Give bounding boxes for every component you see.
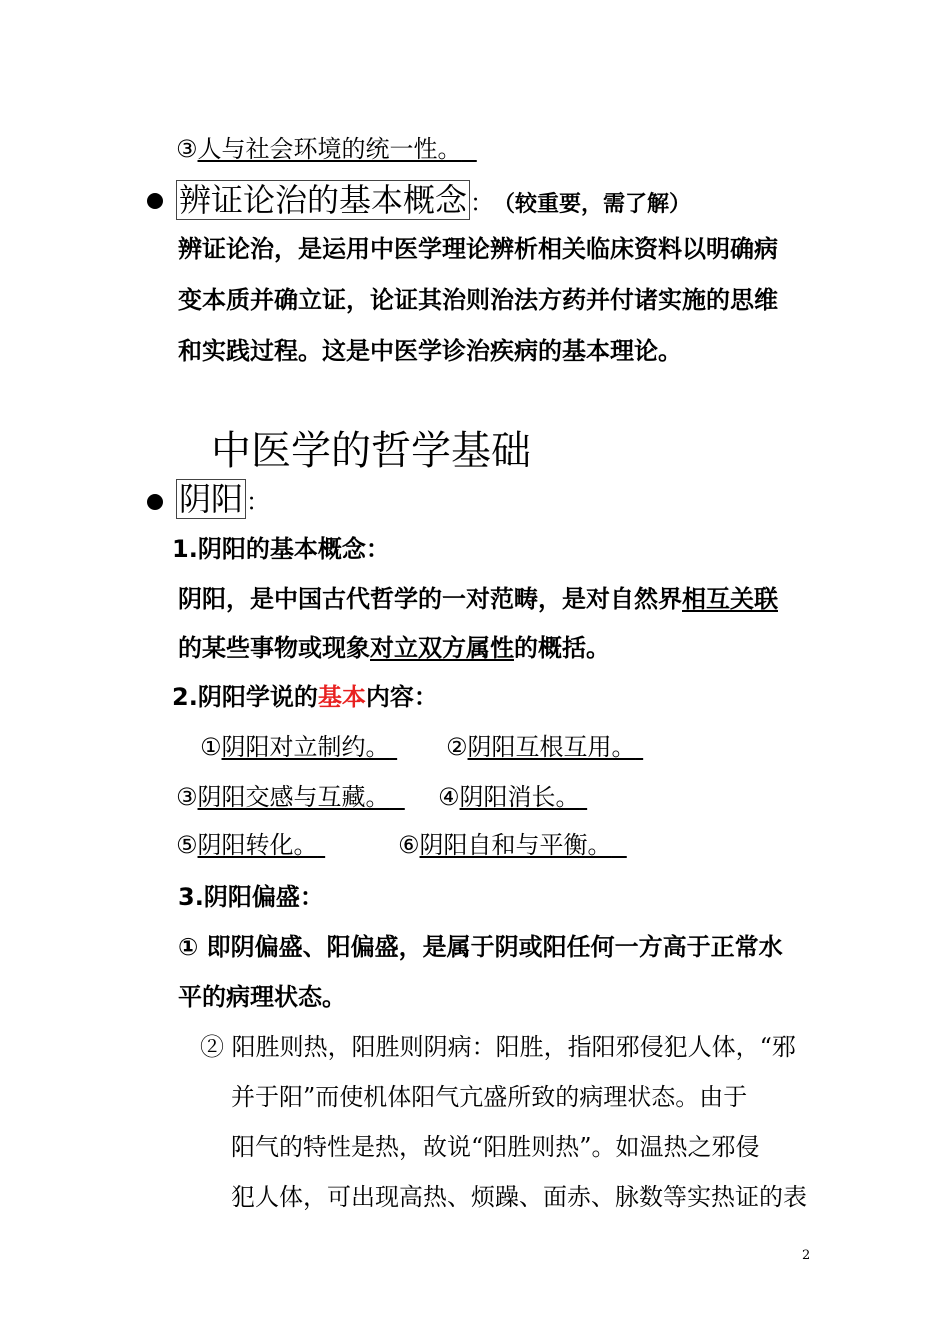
paragraph-line: 平的病理状态。 [178, 983, 346, 1011]
section-heading-bianzheng [176, 178, 691, 227]
item-number: ⑤ [176, 831, 198, 859]
subsection-title-3: 3.阴阳偏盛： [178, 883, 324, 911]
section-heading-text: 阴阳 [176, 479, 246, 519]
list-item [200, 732, 397, 762]
subsection-title-text: 内容： [365, 683, 438, 711]
item-number: ③ [176, 783, 198, 811]
item-number: ⑥ [398, 831, 420, 859]
subsection-title-2 [172, 682, 438, 712]
bullet-icon [147, 193, 163, 209]
page-number: 2 [802, 1248, 811, 1263]
item-text: 阴阳互根互用。 [467, 733, 636, 761]
subsection-title-highlight: 基本 [317, 683, 366, 711]
paragraph-line: 阳气的特性是热，故说“阳胜则热”。如温热之邪侵 [231, 1133, 760, 1161]
definition-text: 的概括。 [514, 634, 610, 662]
intro-item-3 [176, 134, 477, 164]
section-heading-yinyang [176, 477, 270, 524]
paragraph-line: ① 即阴偏盛、阳偏盛，是属于阴或阳任何一方高于正常水 [178, 933, 783, 961]
paragraph-line: ② 阳胜则热，阳胜则阴病：阳胜，指阳邪侵犯人体，“邪 [200, 1033, 796, 1061]
definition-underlined: 对立双方属性 [370, 634, 514, 662]
item-number: ① [200, 733, 222, 761]
definition-text: 的某些事物或现象 [178, 634, 370, 662]
item-text: 阴阳对立制约。 [221, 733, 390, 761]
item-text: 阴阳自和与平衡。 [419, 831, 612, 859]
item-text: 人与社会环境的统一性。 [197, 135, 462, 163]
paragraph-line: 和实践过程。这是中医学诊治疾病的基本理论。 [178, 337, 682, 365]
list-item [176, 830, 325, 860]
paragraph-line: 辨证论治，是运用中医学理论辨析相关临床资料以明确病 [178, 235, 778, 263]
list-item [446, 732, 643, 762]
item-text: 阴阳转化。 [197, 831, 318, 859]
heading-note: （较重要，需了解） [504, 192, 692, 217]
paragraph-line: 变本质并确立证，论证其治则治法方药并付诸实施的思维 [178, 286, 778, 314]
list-item [438, 782, 587, 812]
item-text: 阴阳交感与互藏。 [197, 783, 390, 811]
section-heading-text: 辨证论治的基本概念 [176, 180, 470, 220]
list-item [398, 830, 627, 860]
subsection-title-text: 2.阴阳学说的 [172, 683, 318, 711]
item-number: ② [446, 733, 468, 761]
paragraph-line: 犯人体，可出现高热、烦躁、面赤、脉数等实热证的表 [231, 1183, 807, 1211]
list-item [176, 782, 405, 812]
chapter-title: 中医学的哲学基础 [211, 428, 531, 474]
bullet-icon [147, 494, 163, 510]
definition-line-1 [178, 584, 778, 614]
item-number: ④ [438, 783, 460, 811]
definition-line-2 [178, 633, 610, 663]
definition-text: 阴阳，是中国古代哲学的一对范畴，是对自然界 [178, 585, 682, 613]
item-number: ③ [176, 135, 198, 163]
heading-colon: ： [470, 189, 495, 217]
paragraph-line: 并于阳”而使机体阳气亢盛所致的病理状态。由于 [231, 1083, 748, 1111]
item-text: 阴阳消长。 [459, 783, 580, 811]
definition-underlined: 相互关联 [682, 585, 778, 613]
heading-colon: ： [246, 488, 271, 516]
subsection-title-1: 1.阴阳的基本概念： [172, 535, 390, 563]
